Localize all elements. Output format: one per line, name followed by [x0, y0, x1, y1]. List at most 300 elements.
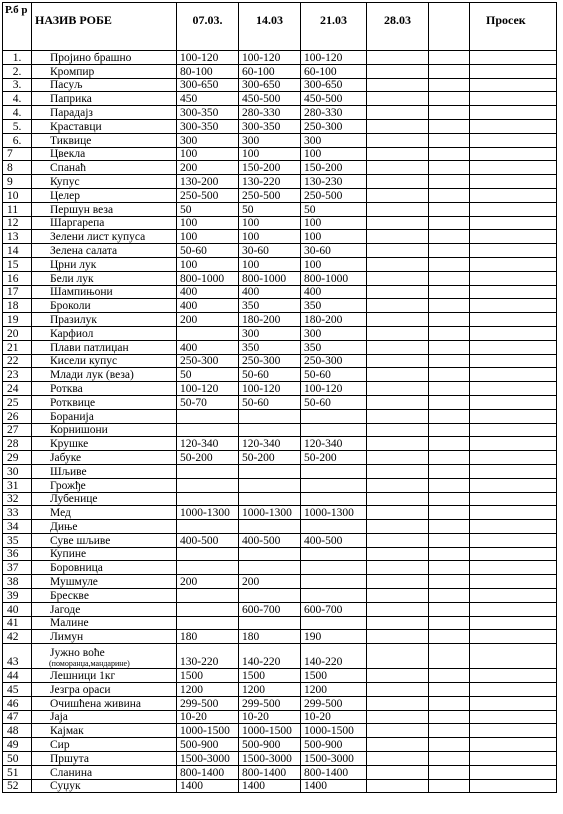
price-week-2: 100 — [239, 147, 301, 161]
price-week-3: 100 — [301, 216, 367, 230]
price-week-1 — [177, 616, 239, 630]
price-week-3 — [301, 478, 367, 492]
price-week-1: 50-60 — [177, 244, 239, 258]
item-name: Сланина — [32, 765, 177, 779]
price-week-4 — [367, 710, 429, 724]
price-week-3: 190 — [301, 630, 367, 644]
price-week-3: 100-120 — [301, 382, 367, 396]
average-price — [470, 533, 557, 547]
empty-cell — [429, 752, 470, 766]
table-row — [3, 230, 557, 244]
table-row — [3, 765, 557, 779]
empty-cell — [429, 738, 470, 752]
average-price — [470, 271, 557, 285]
average-price — [470, 119, 557, 133]
empty-cell — [429, 326, 470, 340]
price-week-2: 50 — [239, 202, 301, 216]
empty-cell — [429, 547, 470, 561]
empty-cell — [429, 561, 470, 575]
row-number: 11 — [3, 202, 32, 216]
row-number: 27 — [3, 423, 32, 437]
row-number: 34 — [3, 520, 32, 534]
empty-cell — [429, 696, 470, 710]
row-number: 21 — [3, 340, 32, 354]
average-price — [470, 616, 557, 630]
table-row — [3, 710, 557, 724]
table-row — [3, 161, 557, 175]
price-week-2: 400 — [239, 285, 301, 299]
price-week-4 — [367, 683, 429, 697]
price-week-1: 100 — [177, 147, 239, 161]
average-price — [470, 724, 557, 738]
item-name: Кромпир — [32, 64, 177, 78]
average-price — [470, 451, 557, 465]
price-week-4 — [367, 299, 429, 313]
price-week-3 — [301, 589, 367, 603]
price-week-3: 140-220 — [301, 644, 367, 669]
price-week-2: 800-1400 — [239, 765, 301, 779]
empty-cell — [429, 257, 470, 271]
price-week-3: 300-650 — [301, 78, 367, 92]
header-average: Просек — [470, 3, 557, 51]
row-number: 25 — [3, 395, 32, 409]
price-week-1: 100-120 — [177, 51, 239, 65]
row-number: 38 — [3, 575, 32, 589]
row-number: 4. — [3, 106, 32, 120]
average-price — [470, 395, 557, 409]
price-week-4 — [367, 533, 429, 547]
table-row — [3, 354, 557, 368]
price-week-2 — [239, 464, 301, 478]
row-number: 35 — [3, 533, 32, 547]
price-week-2: 180-200 — [239, 313, 301, 327]
price-week-3: 400 — [301, 285, 367, 299]
price-week-2: 600-700 — [239, 602, 301, 616]
price-week-2: 299-500 — [239, 696, 301, 710]
price-week-2: 140-220 — [239, 644, 301, 669]
price-week-1: 100-120 — [177, 382, 239, 396]
row-number: 49 — [3, 738, 32, 752]
item-name: Малине — [32, 616, 177, 630]
average-price — [470, 575, 557, 589]
price-week-4 — [367, 630, 429, 644]
price-week-4 — [367, 216, 429, 230]
price-week-1: 1200 — [177, 683, 239, 697]
price-week-1: 50-200 — [177, 451, 239, 465]
row-number: 51 — [3, 765, 32, 779]
empty-cell — [429, 644, 470, 669]
price-week-4 — [367, 106, 429, 120]
price-week-3: 1400 — [301, 779, 367, 793]
item-name: Мушмуле — [32, 575, 177, 589]
average-price — [470, 340, 557, 354]
item-name: Спанаћ — [32, 161, 177, 175]
price-week-2: 300-650 — [239, 78, 301, 92]
price-week-2: 180 — [239, 630, 301, 644]
row-number: 17 — [3, 285, 32, 299]
price-week-3: 1000-1300 — [301, 506, 367, 520]
row-number: 31 — [3, 478, 32, 492]
average-price — [470, 710, 557, 724]
empty-cell — [429, 106, 470, 120]
row-number: 8 — [3, 161, 32, 175]
price-week-4 — [367, 575, 429, 589]
row-number: 23 — [3, 368, 32, 382]
price-week-4 — [367, 92, 429, 106]
price-week-1: 400-500 — [177, 533, 239, 547]
average-price — [470, 779, 557, 793]
price-week-1: 400 — [177, 299, 239, 313]
price-week-1 — [177, 423, 239, 437]
price-week-4 — [367, 464, 429, 478]
price-week-3: 100 — [301, 257, 367, 271]
empty-cell — [429, 710, 470, 724]
row-number: 46 — [3, 696, 32, 710]
average-price — [470, 464, 557, 478]
average-price — [470, 257, 557, 271]
price-week-2 — [239, 409, 301, 423]
price-week-4 — [367, 616, 429, 630]
price-week-3: 60-100 — [301, 64, 367, 78]
price-week-4 — [367, 64, 429, 78]
price-week-2 — [239, 561, 301, 575]
price-week-2: 1500 — [239, 669, 301, 683]
table-row — [3, 669, 557, 683]
price-week-1: 250-500 — [177, 188, 239, 202]
empty-cell — [429, 464, 470, 478]
price-week-2: 250-500 — [239, 188, 301, 202]
item-name: Броколи — [32, 299, 177, 313]
price-week-1: 300 — [177, 133, 239, 147]
item-name: Очишћена живина — [32, 696, 177, 710]
price-week-1 — [177, 478, 239, 492]
average-price — [470, 202, 557, 216]
average-price — [470, 630, 557, 644]
item-name: Млади лук (веза) — [32, 368, 177, 382]
item-name: Парадајз — [32, 106, 177, 120]
price-week-4 — [367, 779, 429, 793]
item-name: Мед — [32, 506, 177, 520]
price-week-4 — [367, 547, 429, 561]
item-name: Ротква — [32, 382, 177, 396]
price-week-2: 100 — [239, 216, 301, 230]
table-row — [3, 202, 557, 216]
table-row — [3, 92, 557, 106]
table-row — [3, 547, 557, 561]
table-row — [3, 779, 557, 793]
row-number: 18 — [3, 299, 32, 313]
row-number: 30 — [3, 464, 32, 478]
average-price — [470, 64, 557, 78]
price-week-2 — [239, 616, 301, 630]
row-number: 43 — [3, 644, 32, 669]
price-week-1: 130-220 — [177, 644, 239, 669]
row-number: 19 — [3, 313, 32, 327]
price-week-2 — [239, 492, 301, 506]
item-name: Шљиве — [32, 464, 177, 478]
price-week-1 — [177, 520, 239, 534]
price-week-4 — [367, 738, 429, 752]
empty-cell — [429, 147, 470, 161]
empty-cell — [429, 382, 470, 396]
empty-cell — [429, 368, 470, 382]
item-name: Тиквице — [32, 133, 177, 147]
average-price — [470, 738, 557, 752]
row-number: 3. — [3, 78, 32, 92]
header-empty — [429, 3, 470, 51]
average-price — [470, 299, 557, 313]
table-row — [3, 589, 557, 603]
price-week-4 — [367, 409, 429, 423]
row-number: 37 — [3, 561, 32, 575]
table-row — [3, 630, 557, 644]
price-week-3: 600-700 — [301, 602, 367, 616]
table-row — [3, 133, 557, 147]
average-price — [470, 175, 557, 189]
price-week-4 — [367, 188, 429, 202]
item-name: Лешници 1кг — [32, 669, 177, 683]
empty-cell — [429, 616, 470, 630]
price-week-3: 50 — [301, 202, 367, 216]
table-row — [3, 724, 557, 738]
table-row — [3, 561, 557, 575]
table-row — [3, 533, 557, 547]
price-week-3: 299-500 — [301, 696, 367, 710]
price-week-2: 250-300 — [239, 354, 301, 368]
table-row — [3, 188, 557, 202]
empty-cell — [429, 340, 470, 354]
item-name: Крушке — [32, 437, 177, 451]
price-week-1: 500-900 — [177, 738, 239, 752]
price-week-2: 300 — [239, 326, 301, 340]
empty-cell — [429, 630, 470, 644]
row-number: 4. — [3, 92, 32, 106]
average-price — [470, 313, 557, 327]
price-week-2: 100 — [239, 257, 301, 271]
empty-cell — [429, 271, 470, 285]
price-week-4 — [367, 133, 429, 147]
price-week-4 — [367, 752, 429, 766]
row-number: 52 — [3, 779, 32, 793]
item-name: Бресквe — [32, 589, 177, 603]
item-name: Краставци — [32, 119, 177, 133]
empty-cell — [429, 216, 470, 230]
empty-cell — [429, 285, 470, 299]
price-week-2: 300 — [239, 133, 301, 147]
price-week-4 — [367, 202, 429, 216]
price-week-1: 50-70 — [177, 395, 239, 409]
price-week-2: 50-200 — [239, 451, 301, 465]
price-week-2: 300-350 — [239, 119, 301, 133]
empty-cell — [429, 64, 470, 78]
price-week-3: 1500 — [301, 669, 367, 683]
price-week-1: 180 — [177, 630, 239, 644]
price-week-3 — [301, 561, 367, 575]
price-week-2: 100-120 — [239, 382, 301, 396]
row-number: 9 — [3, 175, 32, 189]
average-price — [470, 506, 557, 520]
empty-cell — [429, 779, 470, 793]
item-name: Шампињони — [32, 285, 177, 299]
price-week-4 — [367, 368, 429, 382]
item-name: Грожђе — [32, 478, 177, 492]
average-price — [470, 520, 557, 534]
table-row — [3, 506, 557, 520]
table-row — [3, 326, 557, 340]
empty-cell — [429, 492, 470, 506]
item-name: Целер — [32, 188, 177, 202]
price-week-3: 50-60 — [301, 368, 367, 382]
price-week-4 — [367, 244, 429, 258]
price-week-2: 1500-3000 — [239, 752, 301, 766]
empty-cell — [429, 51, 470, 65]
item-name: Цвекла — [32, 147, 177, 161]
price-week-2: 350 — [239, 340, 301, 354]
average-price — [470, 696, 557, 710]
average-price — [470, 230, 557, 244]
price-week-4 — [367, 395, 429, 409]
price-week-3: 100-120 — [301, 51, 367, 65]
price-week-4 — [367, 230, 429, 244]
price-week-1 — [177, 602, 239, 616]
price-week-4 — [367, 506, 429, 520]
table-row — [3, 409, 557, 423]
item-name: Језгра ораси — [32, 683, 177, 697]
empty-cell — [429, 119, 470, 133]
table-row — [3, 395, 557, 409]
price-week-2: 130-220 — [239, 175, 301, 189]
empty-cell — [429, 533, 470, 547]
table-row — [3, 696, 557, 710]
item-name: Шаргарепа — [32, 216, 177, 230]
price-week-4 — [367, 161, 429, 175]
price-week-4 — [367, 437, 429, 451]
price-week-1 — [177, 464, 239, 478]
row-number: 42 — [3, 630, 32, 644]
price-week-4 — [367, 119, 429, 133]
price-week-1: 10-20 — [177, 710, 239, 724]
table-row — [3, 271, 557, 285]
row-number: 47 — [3, 710, 32, 724]
item-name: Корнишони — [32, 423, 177, 437]
row-number: 29 — [3, 451, 32, 465]
item-name: Сир — [32, 738, 177, 752]
price-week-2: 500-900 — [239, 738, 301, 752]
row-number: 22 — [3, 354, 32, 368]
average-price — [470, 368, 557, 382]
empty-cell — [429, 395, 470, 409]
row-number: 24 — [3, 382, 32, 396]
item-name: Јабуке — [32, 451, 177, 465]
price-week-2: 450-500 — [239, 92, 301, 106]
table-row — [3, 478, 557, 492]
average-price — [470, 354, 557, 368]
price-week-4 — [367, 478, 429, 492]
item-name: Купине — [32, 547, 177, 561]
price-week-4 — [367, 451, 429, 465]
table-row — [3, 175, 557, 189]
item-name: Суџук — [32, 779, 177, 793]
price-week-3 — [301, 616, 367, 630]
price-week-3: 1200 — [301, 683, 367, 697]
empty-cell — [429, 299, 470, 313]
price-week-4 — [367, 175, 429, 189]
row-number: 14 — [3, 244, 32, 258]
header-date-2: 14.03 — [239, 3, 301, 51]
average-price — [470, 216, 557, 230]
row-number: 5. — [3, 119, 32, 133]
empty-cell — [429, 78, 470, 92]
empty-cell — [429, 409, 470, 423]
average-price — [470, 561, 557, 575]
table-row — [3, 520, 557, 534]
item-name: Пршута — [32, 752, 177, 766]
empty-cell — [429, 92, 470, 106]
price-week-1 — [177, 409, 239, 423]
empty-cell — [429, 478, 470, 492]
item-name: Диње — [32, 520, 177, 534]
row-number: 10 — [3, 188, 32, 202]
price-week-3: 30-60 — [301, 244, 367, 258]
price-week-1 — [177, 547, 239, 561]
price-week-2: 100 — [239, 230, 301, 244]
price-week-3: 50-200 — [301, 451, 367, 465]
empty-cell — [429, 506, 470, 520]
price-week-3: 300 — [301, 326, 367, 340]
header-number: Р.б р — [3, 3, 32, 51]
table-row — [3, 738, 557, 752]
row-number: 48 — [3, 724, 32, 738]
average-price — [470, 92, 557, 106]
price-week-3: 250-300 — [301, 354, 367, 368]
price-week-2 — [239, 520, 301, 534]
price-week-2: 200 — [239, 575, 301, 589]
table-row — [3, 382, 557, 396]
row-number: 7 — [3, 147, 32, 161]
table-row — [3, 244, 557, 258]
price-week-1: 300-350 — [177, 119, 239, 133]
price-week-1: 450 — [177, 92, 239, 106]
table-row — [3, 147, 557, 161]
price-week-2: 280-330 — [239, 106, 301, 120]
empty-cell — [429, 244, 470, 258]
price-week-1: 200 — [177, 161, 239, 175]
row-number: 20 — [3, 326, 32, 340]
empty-cell — [429, 602, 470, 616]
average-price — [470, 326, 557, 340]
price-week-2 — [239, 423, 301, 437]
empty-cell — [429, 520, 470, 534]
price-week-2: 1000-1300 — [239, 506, 301, 520]
empty-cell — [429, 669, 470, 683]
price-week-3: 1000-1500 — [301, 724, 367, 738]
header-date-4: 28.03 — [367, 3, 429, 51]
item-name: Јагоде — [32, 602, 177, 616]
item-name: Паприка — [32, 92, 177, 106]
price-week-4 — [367, 382, 429, 396]
empty-cell — [429, 437, 470, 451]
table-row — [3, 257, 557, 271]
average-price — [470, 669, 557, 683]
table-row — [3, 340, 557, 354]
price-week-4 — [367, 602, 429, 616]
price-week-1: 300-650 — [177, 78, 239, 92]
row-number: 36 — [3, 547, 32, 561]
item-name: Суве шљиве — [32, 533, 177, 547]
price-week-4 — [367, 669, 429, 683]
row-number: 40 — [3, 602, 32, 616]
price-week-2: 120-340 — [239, 437, 301, 451]
